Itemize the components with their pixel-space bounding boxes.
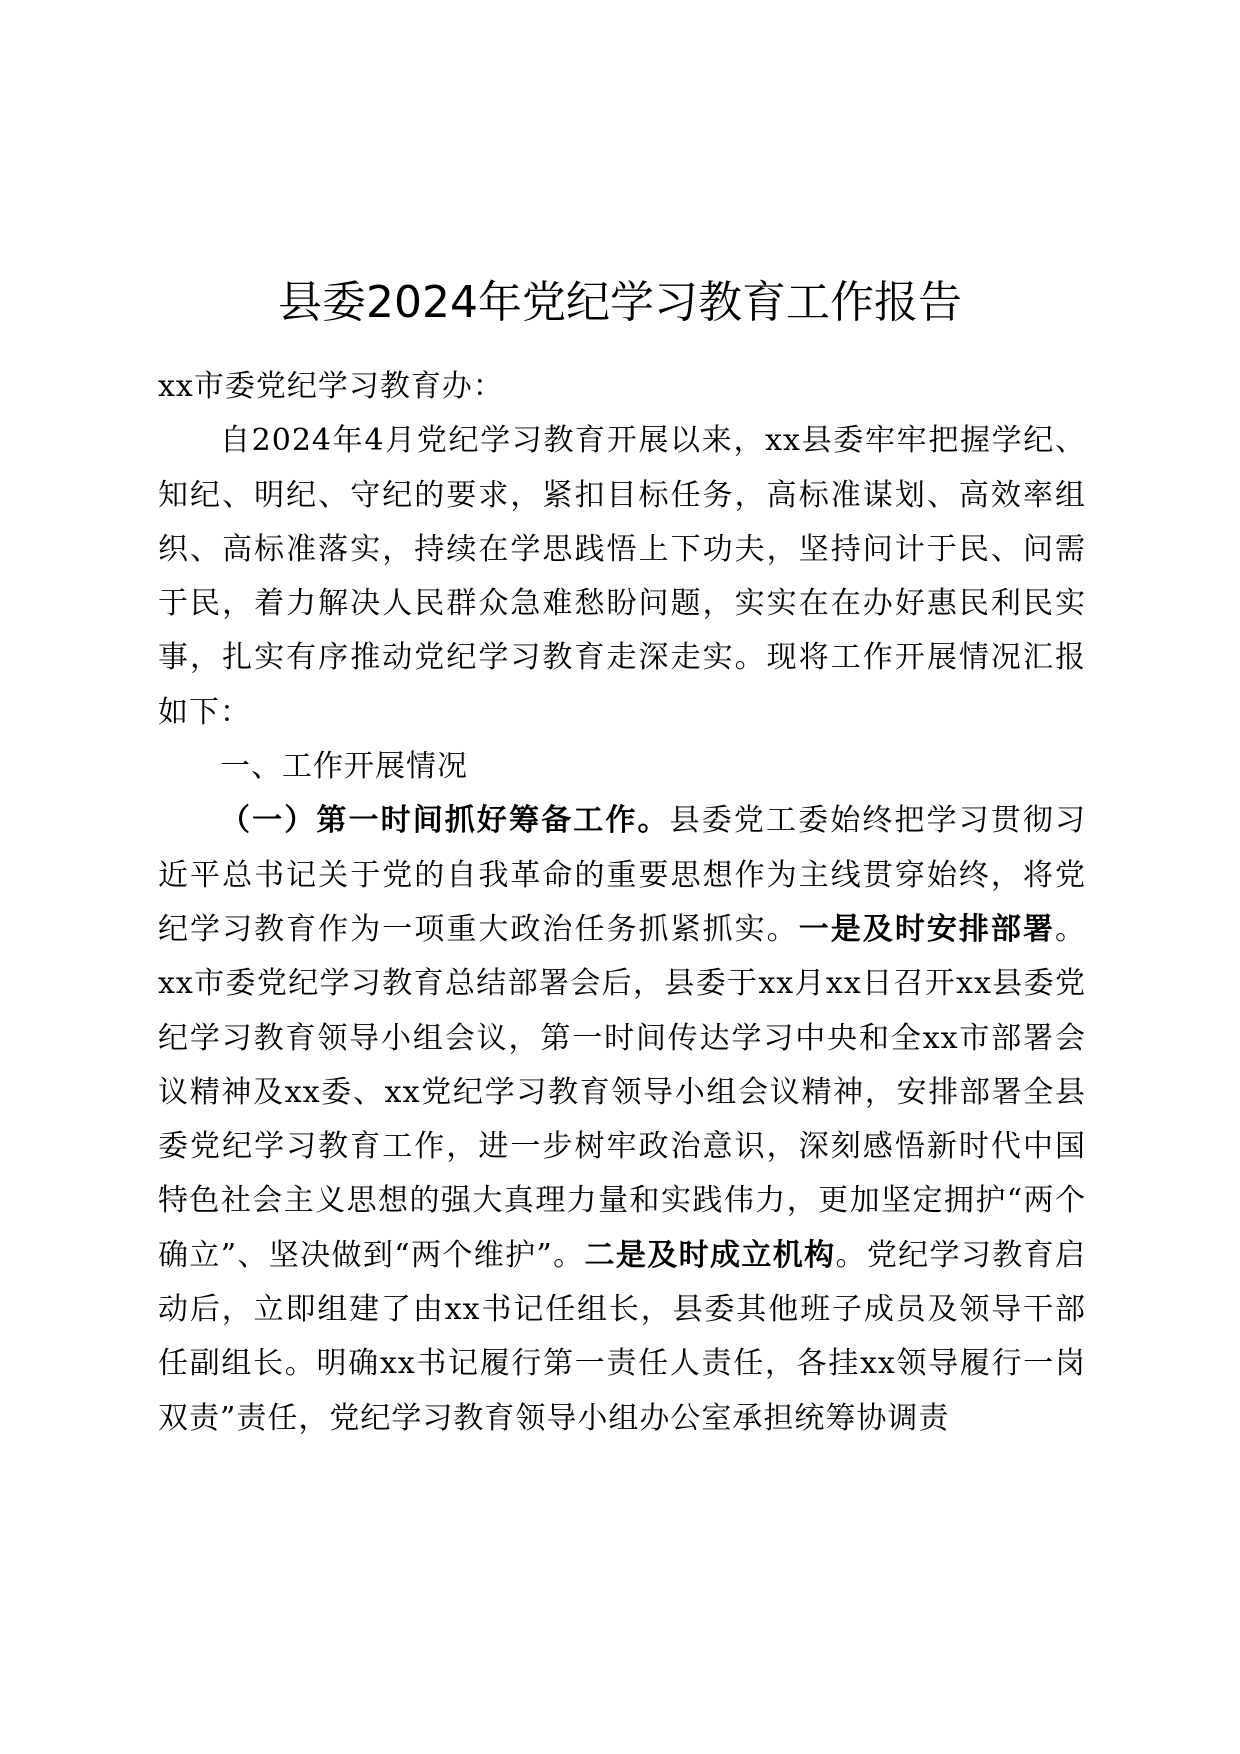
point-one-text: 。xx市委党纪学习教育总结部署会后，县委于xx月xx日召开xx县委党纪学习教育领导小组会议，第一时间传达学习中央和全xx市部署会议精神及xx委、xx党纪学习教育领导小组会议精神，安排部署全县委党纪学习教育工作，进一步树牢政治意识，深刻感悟新时代中国特色社会主义思想的强大真理力量和实践伟力，更加坚定拥护“两个确立”、坚决做到“两个维护”。 bbox=[158, 911, 1087, 1273]
recipient-line: xx市委党纪学习教育办： bbox=[158, 369, 504, 404]
document-title: 县委2024年党纪学习教育工作报告 bbox=[278, 277, 962, 328]
section-heading: 一、工作开展情况 bbox=[220, 749, 468, 785]
subsection-heading: （一）第一时间抓好筹备工作。 bbox=[220, 803, 670, 839]
point-two-label: 二是及时成立机构 bbox=[584, 1237, 836, 1273]
point-one-label: 一是及时安排部署 bbox=[798, 911, 1056, 947]
intro-paragraph: 自2024年4月党纪学习教育开展以来，xx县委牢牢把握学纪、知纪、明纪、守纪的要求，紧扣目标任务，高标准谋划、高效率组织、高标准落实，持续在学思践悟上下功夫，坚持问计于民、问需于民，着力解决人民群众急难愁盼问题，实实在在办好惠民利民实事，扎实有序推动党纪学习教育走深走实。现将工作开展情况汇报如下： bbox=[158, 423, 1086, 730]
document-body bbox=[158, 360, 1086, 1446]
subsection-text: 县委党工委始终把学习贯彻习近平总书记关于党的自我革命的重要思想作为主线贯穿始终，将党纪学习教育作为一项重大政治任务抓紧抓实。 bbox=[158, 803, 1087, 947]
point-two-text: 。党纪学习教育启动后，立即组建了由xx书记任组长，县委其他班子成员及领导干部任副组长。明确xx书记履行第一责任人责任，各挂xx领导履行一岗双责”责任，党纪学习教育领导小组办公室承担统筹协调责 bbox=[158, 1237, 1087, 1436]
subsection-paragraph bbox=[158, 794, 1086, 1446]
